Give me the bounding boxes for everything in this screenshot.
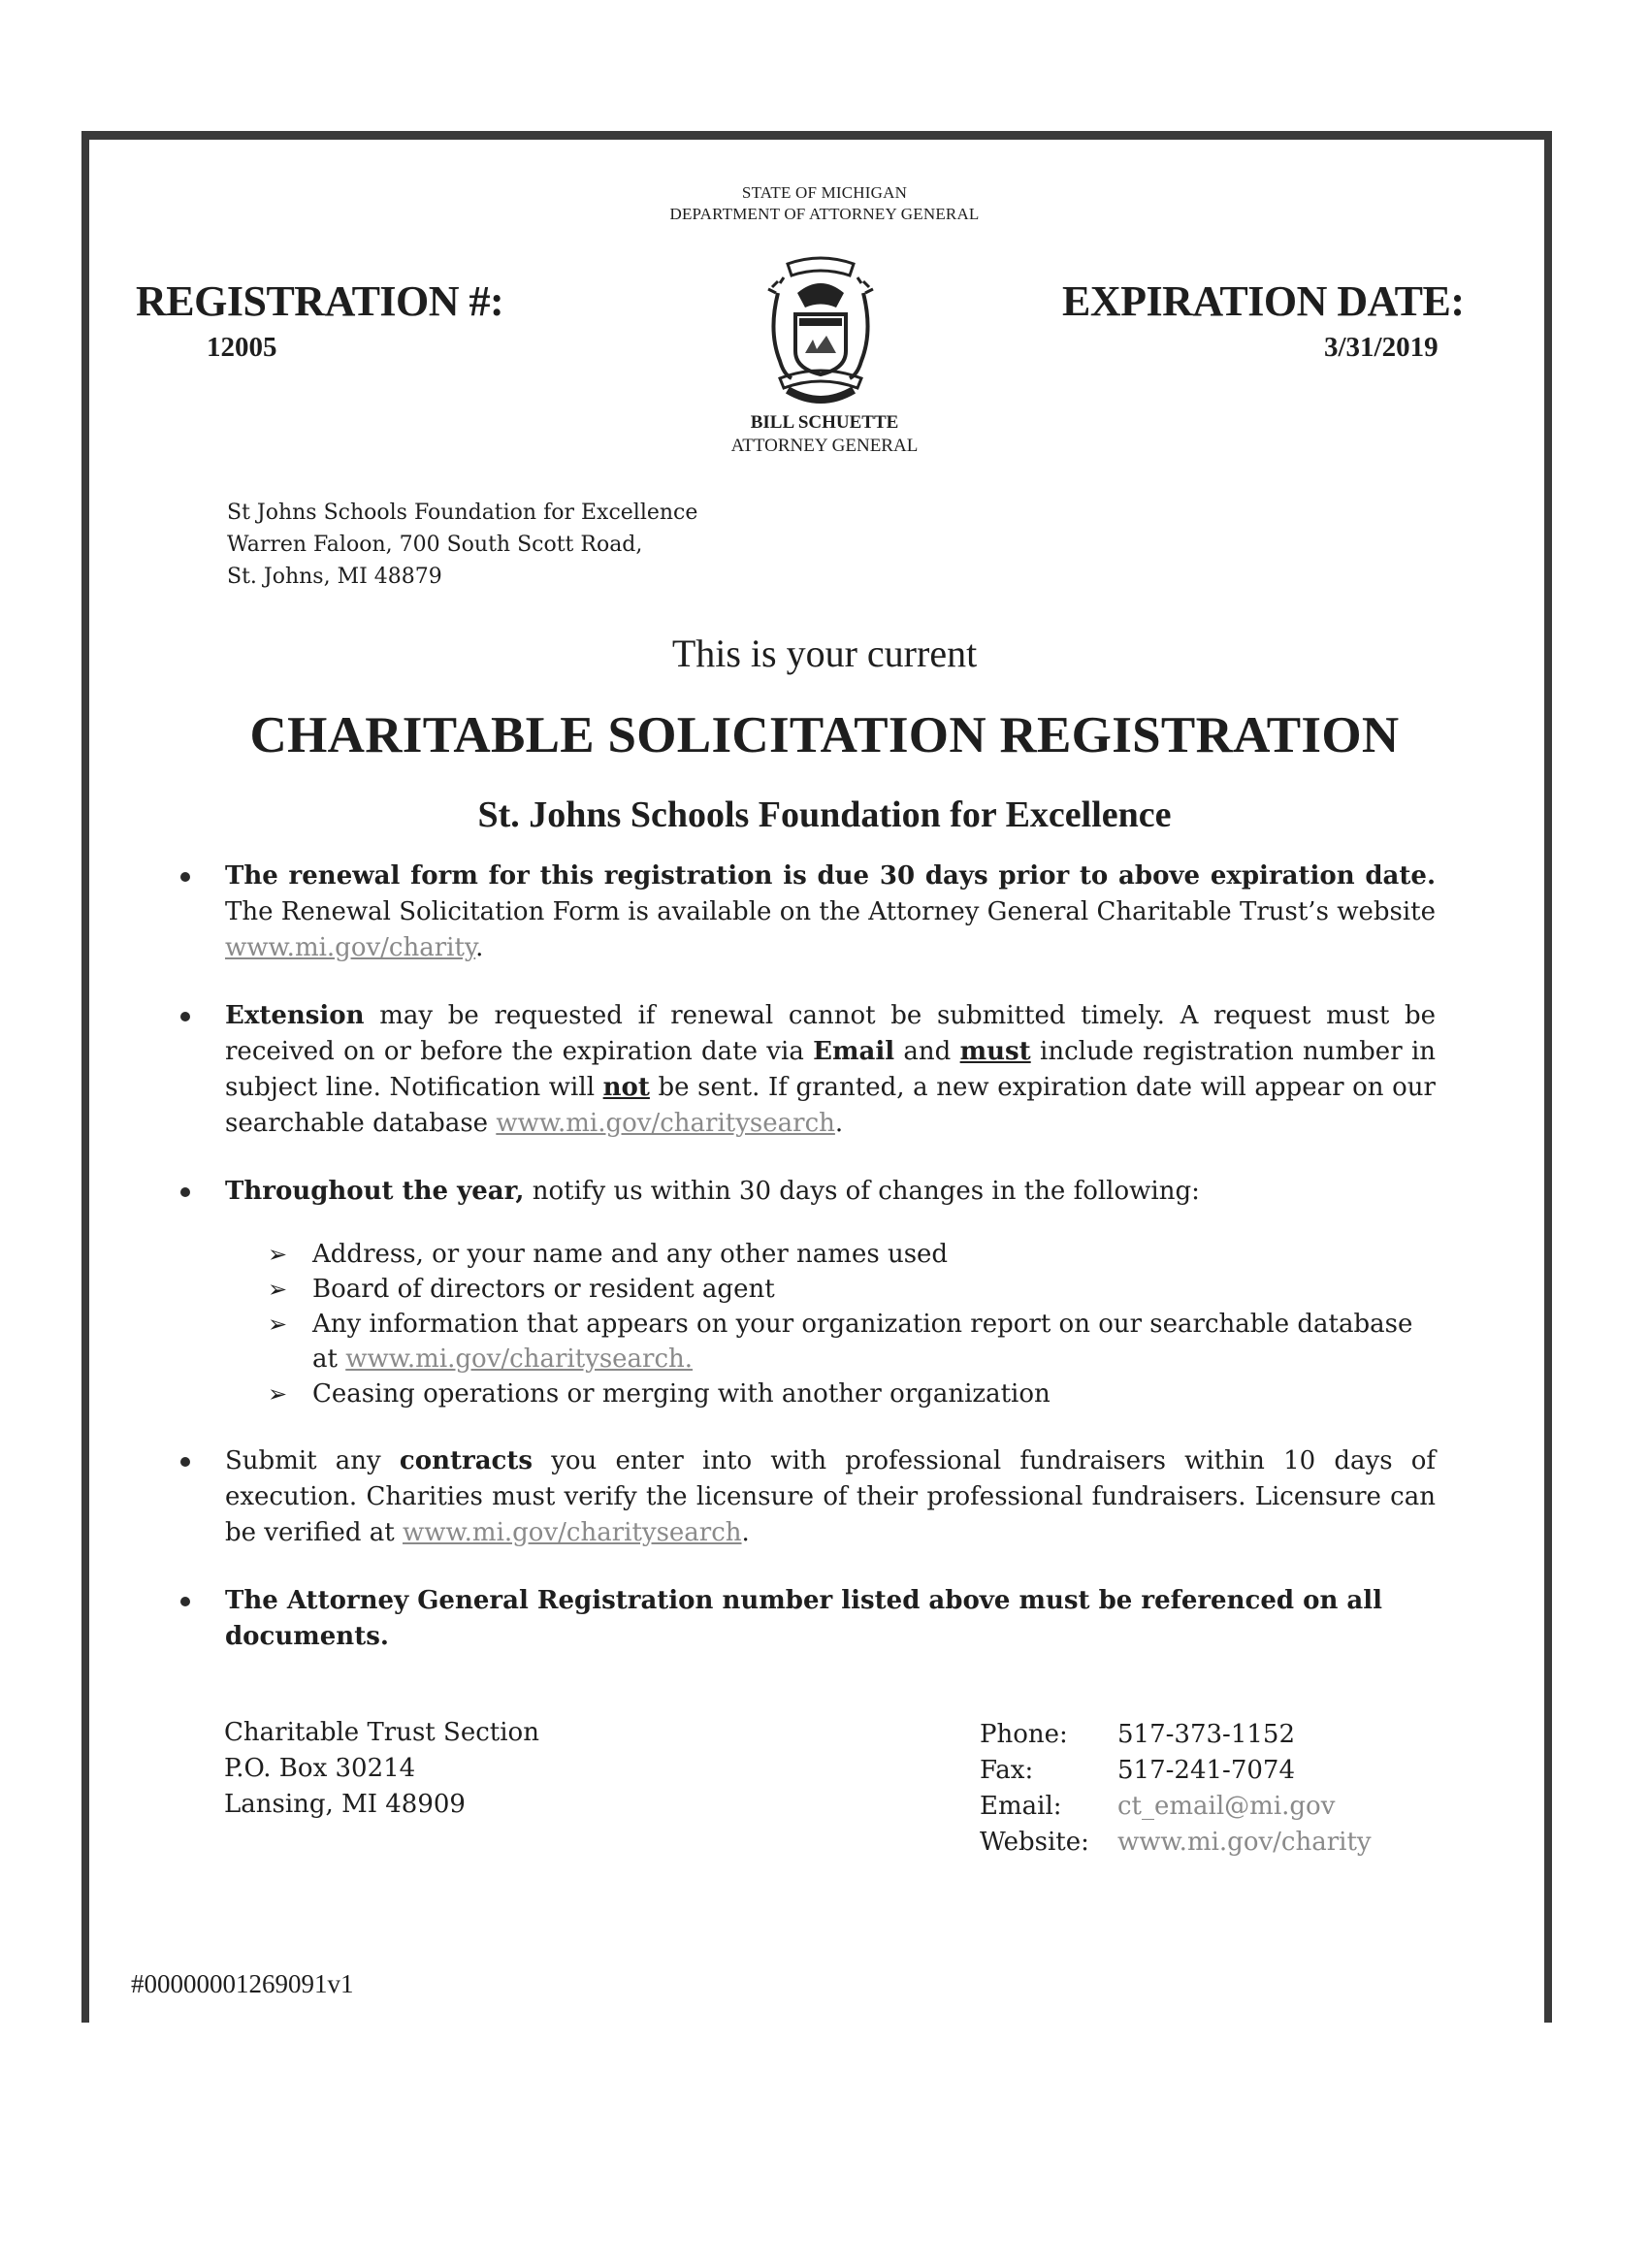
bullet-renewal (175, 859, 1436, 966)
arrow-bullet-icon: ➢ (268, 1380, 288, 1408)
michigan-seal-icon (759, 254, 883, 409)
extension-text-4: be sent. If granted, a new expiration date will appear on our searchable database (225, 1073, 1436, 1138)
state-name: STATE OF MICHIGAN (741, 183, 908, 202)
bullet-extension (175, 998, 1436, 1142)
bullet-contracts (175, 1443, 1436, 1551)
expiration-label: EXPIRATION DATE: (1062, 277, 1465, 325)
email-link[interactable]: ct_email@mi.gov (1117, 1792, 1336, 1821)
sublist-item (268, 1272, 1436, 1307)
arrow-bullet-icon: ➢ (268, 1276, 288, 1303)
bullet-reference (175, 1583, 1436, 1655)
department-name: DEPARTMENT OF ATTORNEY GENERAL (669, 205, 980, 223)
document-title: CHARITABLE SOLICITATION REGISTRATION (249, 707, 1400, 763)
website-row (980, 1825, 1372, 1861)
phone-row (980, 1717, 1372, 1753)
extension-end: . (834, 1109, 844, 1138)
intro-text: This is your current (671, 632, 978, 675)
email-row (980, 1789, 1372, 1825)
registration-label: REGISTRATION #: (136, 277, 504, 325)
contracts-bold: contracts (399, 1446, 534, 1475)
expiration-date: 3/31/2019 (1324, 332, 1439, 363)
extension-text-2: and (894, 1037, 960, 1066)
fax-row (980, 1753, 1372, 1789)
reference-bold: The Attorney General Registration number listed above must be referenced on all documents. (225, 1586, 1383, 1651)
po-box: P.O. Box 30214 (224, 1754, 416, 1783)
email-label: Email: (980, 1792, 1062, 1821)
recipient-line-3: St. Johns, MI 48879 (227, 565, 442, 589)
extension-not-bold: not (602, 1073, 650, 1102)
sublist-item (268, 1377, 1436, 1411)
issuer-header (582, 182, 1067, 225)
charity-link[interactable]: www.mi.gov/charity (225, 933, 476, 962)
extension-bold: Extension (225, 1001, 365, 1030)
bullet-dot-icon (180, 1012, 190, 1021)
attorney-general-title: ATTORNEY GENERAL (730, 436, 919, 456)
bullet-throughout-year (175, 1174, 1436, 1411)
extension-text-3: include registration number in subject line. Notification will (225, 1037, 1437, 1102)
changes-sublist (268, 1237, 1436, 1411)
recipient-line-1: St Johns Schools Foundation for Excellence (227, 501, 698, 525)
renewal-end: . (475, 933, 484, 962)
bullet-dot-icon (180, 1457, 190, 1467)
renewal-text: The Renewal Solicitation Form is available on the Attorney General Charitable Trust’s website (225, 897, 1436, 926)
contracts-text-1: Submit any (225, 1446, 400, 1475)
contracts-end: . (741, 1518, 750, 1547)
charitysearch-link[interactable]: www.mi.gov/charitysearch. (345, 1345, 694, 1374)
extension-must-bold: must (959, 1037, 1031, 1066)
sublist-item-text: Address, or your name and any other names used (312, 1240, 949, 1269)
charitysearch-link[interactable]: www.mi.gov/charitysearch (496, 1109, 835, 1138)
arrow-bullet-icon: ➢ (268, 1311, 288, 1338)
attorney-general-block (630, 411, 1018, 458)
throughout-bold: Throughout the year, (225, 1177, 525, 1206)
mailing-address (224, 1715, 539, 1823)
instructions-list (175, 859, 1436, 1687)
sublist-item-text: Ceasing operations or merging with another organization (312, 1379, 1051, 1409)
fax-label: Fax: (980, 1756, 1034, 1785)
charitysearch-link[interactable]: www.mi.gov/charitysearch (402, 1518, 742, 1547)
document-id: #00000001269091v1 (131, 1969, 354, 1998)
sublist-item (268, 1307, 1436, 1377)
bullet-dot-icon (180, 1187, 190, 1197)
contact-info (980, 1717, 1372, 1861)
sublist-item-text: Board of directors or resident agent (312, 1275, 775, 1304)
city-state-zip: Lansing, MI 48909 (224, 1790, 466, 1819)
website-link[interactable]: www.mi.gov/charity (1117, 1828, 1372, 1857)
website-label: Website: (980, 1828, 1089, 1857)
fax-value: 517-241-7074 (1117, 1756, 1295, 1785)
attorney-general-name: BILL SCHUETTE (750, 412, 899, 433)
sublist-item-text: Any information that appears on your organization report on our searchable database at (312, 1310, 1413, 1374)
extension-email-bold: Email (813, 1037, 895, 1066)
extension-text-1: may be requested if renewal cannot be submitted timely. A request must be received on or before the expiration date via (225, 1001, 1436, 1066)
throughout-text: notify us within 30 days of changes in the following: (524, 1177, 1200, 1206)
sublist-item (268, 1237, 1436, 1272)
bullet-dot-icon (180, 872, 190, 882)
recipient-line-2: Warren Faloon, 700 South Scott Road, (227, 533, 643, 557)
recipient-address (227, 497, 697, 593)
phone-label: Phone: (980, 1720, 1068, 1749)
renewal-bold: The renewal form for this registration is due 30 days prior to above expiration date. (225, 861, 1436, 891)
bullet-dot-icon (180, 1597, 190, 1606)
arrow-bullet-icon: ➢ (268, 1241, 288, 1268)
section-name: Charitable Trust Section (224, 1718, 539, 1747)
phone-value: 517-373-1152 (1117, 1720, 1295, 1749)
contracts-text-2: you enter into with professional fundraisers within 10 days of execution. Charities must verify the licensure of their professional fundraisers. Licensure can be verified at (225, 1446, 1436, 1547)
organization-name: St. Johns Schools Foundation for Excellence (477, 794, 1172, 835)
registration-number: 12005 (207, 332, 277, 363)
